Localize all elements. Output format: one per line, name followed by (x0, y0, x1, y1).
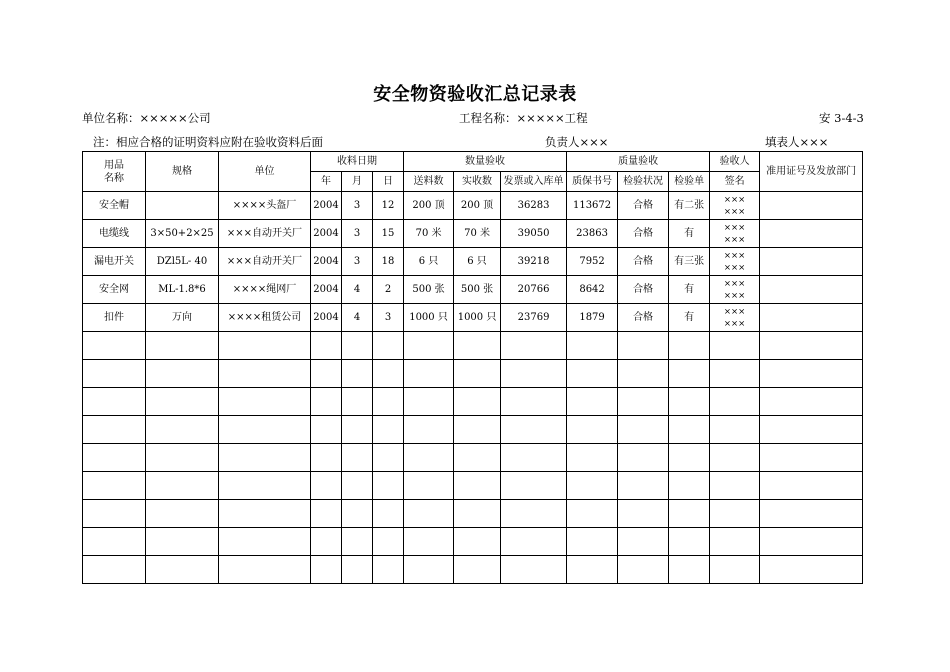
cell-spec: DZl5L- 40 (146, 248, 219, 276)
empty-cell (404, 416, 454, 444)
cell-item-name: 安全网 (83, 276, 146, 304)
header-month: 月 (342, 172, 373, 192)
empty-cell (618, 500, 669, 528)
cell-warranty: 1879 (567, 304, 618, 332)
empty-cell (342, 332, 373, 360)
empty-cell (760, 416, 863, 444)
empty-cell (404, 500, 454, 528)
cell-year: 2004 (311, 248, 342, 276)
empty-cell (146, 332, 219, 360)
cell-inspect-sheet: 有二张 (669, 192, 710, 220)
empty-cell (146, 528, 219, 556)
empty-cell (618, 556, 669, 584)
header-year: 年 (311, 172, 342, 192)
cell-invoice: 39050 (501, 220, 567, 248)
cell-unit: ×××自动开关厂 (219, 220, 311, 248)
empty-table-row (83, 332, 863, 360)
empty-cell (373, 472, 404, 500)
cell-actual-qty: 6 只 (454, 248, 501, 276)
cell-sent-qty: 70 米 (404, 220, 454, 248)
empty-cell (454, 416, 501, 444)
attachment-note: 注：相应合格的证明资料应附在验收资料后面 (93, 135, 323, 149)
header-day: 日 (373, 172, 404, 192)
empty-cell (618, 528, 669, 556)
cell-spec: 万向 (146, 304, 219, 332)
header-warranty: 质保书号 (567, 172, 618, 192)
cell-unit: ××××绳网厂 (219, 276, 311, 304)
signature-line: ××× (723, 262, 746, 273)
empty-cell (83, 556, 146, 584)
header-actual-qty: 实收数 (454, 172, 501, 192)
cell-year: 2004 (311, 220, 342, 248)
cell-warranty: 23863 (567, 220, 618, 248)
cell-sent-qty: 1000 只 (404, 304, 454, 332)
empty-cell (311, 556, 342, 584)
empty-cell (760, 500, 863, 528)
cell-warranty: 8642 (567, 276, 618, 304)
header-item-name: 用品 名称 (83, 152, 146, 192)
empty-cell (710, 472, 760, 500)
empty-cell (669, 444, 710, 472)
empty-cell (219, 500, 311, 528)
responsible-person: 负责人××× (545, 135, 609, 149)
empty-cell (373, 556, 404, 584)
empty-cell (311, 528, 342, 556)
empty-table-row (83, 444, 863, 472)
form-title: 安全物资验收汇总记录表 (373, 84, 577, 105)
empty-cell (669, 416, 710, 444)
empty-cell (618, 472, 669, 500)
header-signature: 签名 (710, 172, 760, 192)
empty-cell (618, 388, 669, 416)
empty-cell (567, 500, 618, 528)
cell-invoice: 23769 (501, 304, 567, 332)
header-quantity-check: 数量验收 (404, 152, 567, 172)
empty-table-row (83, 388, 863, 416)
cell-day: 2 (373, 276, 404, 304)
cell-unit: ××××租赁公司 (219, 304, 311, 332)
empty-cell (669, 528, 710, 556)
empty-cell (710, 388, 760, 416)
empty-cell (567, 332, 618, 360)
empty-cell (342, 360, 373, 388)
empty-cell (669, 332, 710, 360)
cell-item-name: 漏电开关 (83, 248, 146, 276)
empty-cell (146, 500, 219, 528)
empty-cell (83, 472, 146, 500)
signature-line: ××× (723, 234, 746, 245)
empty-cell (760, 388, 863, 416)
cell-inspect-status: 合格 (618, 248, 669, 276)
cell-permit (760, 248, 863, 276)
cell-item-name: 电缆线 (83, 220, 146, 248)
empty-cell (219, 556, 311, 584)
cell-inspect-sheet: 有 (669, 276, 710, 304)
empty-cell (146, 556, 219, 584)
cell-permit (760, 276, 863, 304)
cell-inspect-status: 合格 (618, 276, 669, 304)
empty-cell (342, 500, 373, 528)
cell-month: 4 (342, 304, 373, 332)
empty-table-row (83, 472, 863, 500)
signature-line: ××× (723, 222, 746, 233)
empty-cell (501, 332, 567, 360)
empty-cell (404, 556, 454, 584)
empty-cell (760, 444, 863, 472)
table-row (83, 192, 863, 220)
cell-month: 3 (342, 248, 373, 276)
cell-permit (760, 220, 863, 248)
empty-cell (311, 416, 342, 444)
header-unit: 单位 (219, 152, 311, 192)
cell-invoice: 39218 (501, 248, 567, 276)
empty-cell (501, 500, 567, 528)
empty-cell (760, 472, 863, 500)
empty-cell (404, 360, 454, 388)
empty-cell (219, 444, 311, 472)
cell-inspect-status: 合格 (618, 220, 669, 248)
empty-cell (146, 444, 219, 472)
cell-sent-qty: 6 只 (404, 248, 454, 276)
empty-cell (83, 388, 146, 416)
empty-cell (311, 444, 342, 472)
empty-cell (146, 472, 219, 500)
empty-cell (342, 556, 373, 584)
empty-cell (373, 360, 404, 388)
cell-year: 2004 (311, 276, 342, 304)
cell-unit: ××××头盔厂 (219, 192, 311, 220)
cell-actual-qty: 200 顶 (454, 192, 501, 220)
cell-sent-qty: 200 顶 (404, 192, 454, 220)
empty-cell (618, 444, 669, 472)
empty-cell (219, 528, 311, 556)
empty-cell (669, 388, 710, 416)
empty-table-row (83, 528, 863, 556)
empty-cell (83, 528, 146, 556)
empty-cell (760, 332, 863, 360)
empty-cell (219, 416, 311, 444)
empty-cell (669, 360, 710, 388)
cell-signature (710, 248, 760, 276)
cell-inspect-status: 合格 (618, 304, 669, 332)
empty-cell (454, 500, 501, 528)
cell-signature (710, 304, 760, 332)
cell-item-name: 安全帽 (83, 192, 146, 220)
empty-cell (760, 556, 863, 584)
empty-cell (404, 444, 454, 472)
empty-cell (219, 332, 311, 360)
header-invoice: 发票或入库单 (501, 172, 567, 192)
signature-line: ××× (723, 278, 746, 289)
cell-inspect-sheet: 有 (669, 220, 710, 248)
empty-table-row (83, 416, 863, 444)
cell-spec: 3×50+2×25 (146, 220, 219, 248)
empty-cell (311, 332, 342, 360)
empty-cell (373, 500, 404, 528)
header-permit-dept: 准用证号及发放部门 (760, 152, 863, 192)
cell-year: 2004 (311, 192, 342, 220)
empty-cell (311, 360, 342, 388)
cell-actual-qty: 1000 只 (454, 304, 501, 332)
empty-cell (618, 360, 669, 388)
empty-cell (404, 332, 454, 360)
empty-cell (404, 472, 454, 500)
empty-cell (454, 556, 501, 584)
cell-item-name: 扣件 (83, 304, 146, 332)
header-spec: 规格 (146, 152, 219, 192)
empty-cell (373, 444, 404, 472)
empty-cell (373, 416, 404, 444)
empty-cell (710, 528, 760, 556)
table-row (83, 248, 863, 276)
empty-cell (83, 332, 146, 360)
cell-day: 15 (373, 220, 404, 248)
empty-table-row (83, 360, 863, 388)
empty-cell (454, 528, 501, 556)
header-sent-qty: 送料数 (404, 172, 454, 192)
cell-actual-qty: 500 张 (454, 276, 501, 304)
empty-cell (501, 472, 567, 500)
empty-cell (146, 388, 219, 416)
cell-month: 4 (342, 276, 373, 304)
empty-cell (501, 444, 567, 472)
header-row-1 (83, 152, 863, 172)
empty-cell (342, 416, 373, 444)
signature-line: ××× (723, 194, 746, 205)
cell-month: 3 (342, 192, 373, 220)
signature-line: ××× (723, 250, 746, 261)
header-inspect-status: 检验状况 (618, 172, 669, 192)
empty-cell (146, 416, 219, 444)
empty-cell (567, 444, 618, 472)
cell-signature (710, 276, 760, 304)
empty-table-row (83, 556, 863, 584)
empty-cell (567, 388, 618, 416)
cell-warranty: 113672 (567, 192, 618, 220)
empty-cell (342, 444, 373, 472)
header-acceptor: 验收人 (710, 152, 760, 172)
signature-line: ××× (723, 318, 746, 329)
cell-day: 12 (373, 192, 404, 220)
cell-invoice: 20766 (501, 276, 567, 304)
cell-year: 2004 (311, 304, 342, 332)
empty-cell (501, 528, 567, 556)
cell-inspect-status: 合格 (618, 192, 669, 220)
empty-cell (710, 360, 760, 388)
form-code: 安 3-4-3 (819, 111, 864, 125)
empty-cell (146, 360, 219, 388)
unit-name: 单位名称：×××××公司 (82, 111, 211, 125)
empty-cell (710, 332, 760, 360)
cell-day: 3 (373, 304, 404, 332)
empty-cell (618, 416, 669, 444)
cell-invoice: 36283 (501, 192, 567, 220)
empty-cell (454, 444, 501, 472)
cell-actual-qty: 70 米 (454, 220, 501, 248)
header-inspect-sheet: 检验单 (669, 172, 710, 192)
empty-cell (669, 472, 710, 500)
cell-day: 18 (373, 248, 404, 276)
empty-cell (710, 556, 760, 584)
empty-cell (501, 416, 567, 444)
empty-cell (710, 444, 760, 472)
empty-cell (501, 360, 567, 388)
table-row (83, 220, 863, 248)
signature-line: ××× (723, 290, 746, 301)
empty-cell (454, 332, 501, 360)
empty-cell (710, 416, 760, 444)
empty-cell (311, 472, 342, 500)
empty-cell (404, 528, 454, 556)
cell-warranty: 7952 (567, 248, 618, 276)
signature-line: ××× (723, 306, 746, 317)
empty-cell (373, 388, 404, 416)
empty-cell (454, 388, 501, 416)
empty-cell (567, 472, 618, 500)
empty-cell (567, 416, 618, 444)
cell-month: 3 (342, 220, 373, 248)
acceptance-table (82, 151, 863, 584)
project-name: 工程名称：×××××工程 (459, 111, 588, 125)
empty-cell (669, 556, 710, 584)
cell-sent-qty: 500 张 (404, 276, 454, 304)
empty-cell (83, 500, 146, 528)
empty-cell (373, 332, 404, 360)
empty-cell (760, 528, 863, 556)
empty-cell (501, 388, 567, 416)
cell-spec: ML-1.8*6 (146, 276, 219, 304)
empty-cell (404, 388, 454, 416)
cell-inspect-sheet: 有三张 (669, 248, 710, 276)
cell-signature (710, 192, 760, 220)
empty-cell (219, 472, 311, 500)
empty-cell (219, 360, 311, 388)
form-filler: 填表人××× (765, 135, 829, 149)
header-receive-date: 收料日期 (311, 152, 404, 172)
cell-spec (146, 192, 219, 220)
cell-permit (760, 192, 863, 220)
cell-permit (760, 304, 863, 332)
cell-unit: ×××自动开关厂 (219, 248, 311, 276)
empty-cell (311, 500, 342, 528)
signature-line: ××× (723, 206, 746, 217)
empty-cell (83, 444, 146, 472)
empty-cell (501, 556, 567, 584)
cell-inspect-sheet: 有 (669, 304, 710, 332)
empty-cell (342, 472, 373, 500)
empty-cell (760, 360, 863, 388)
empty-cell (567, 360, 618, 388)
empty-cell (454, 360, 501, 388)
header-quality-check: 质量验收 (567, 152, 710, 172)
empty-cell (373, 528, 404, 556)
empty-cell (567, 556, 618, 584)
empty-cell (342, 528, 373, 556)
empty-cell (710, 500, 760, 528)
empty-cell (219, 388, 311, 416)
empty-cell (669, 500, 710, 528)
empty-cell (454, 472, 501, 500)
empty-cell (83, 360, 146, 388)
table-row (83, 304, 863, 332)
table-row (83, 276, 863, 304)
empty-cell (342, 388, 373, 416)
empty-table-row (83, 500, 863, 528)
cell-signature (710, 220, 760, 248)
empty-cell (567, 528, 618, 556)
empty-cell (311, 388, 342, 416)
empty-cell (618, 332, 669, 360)
empty-cell (83, 416, 146, 444)
